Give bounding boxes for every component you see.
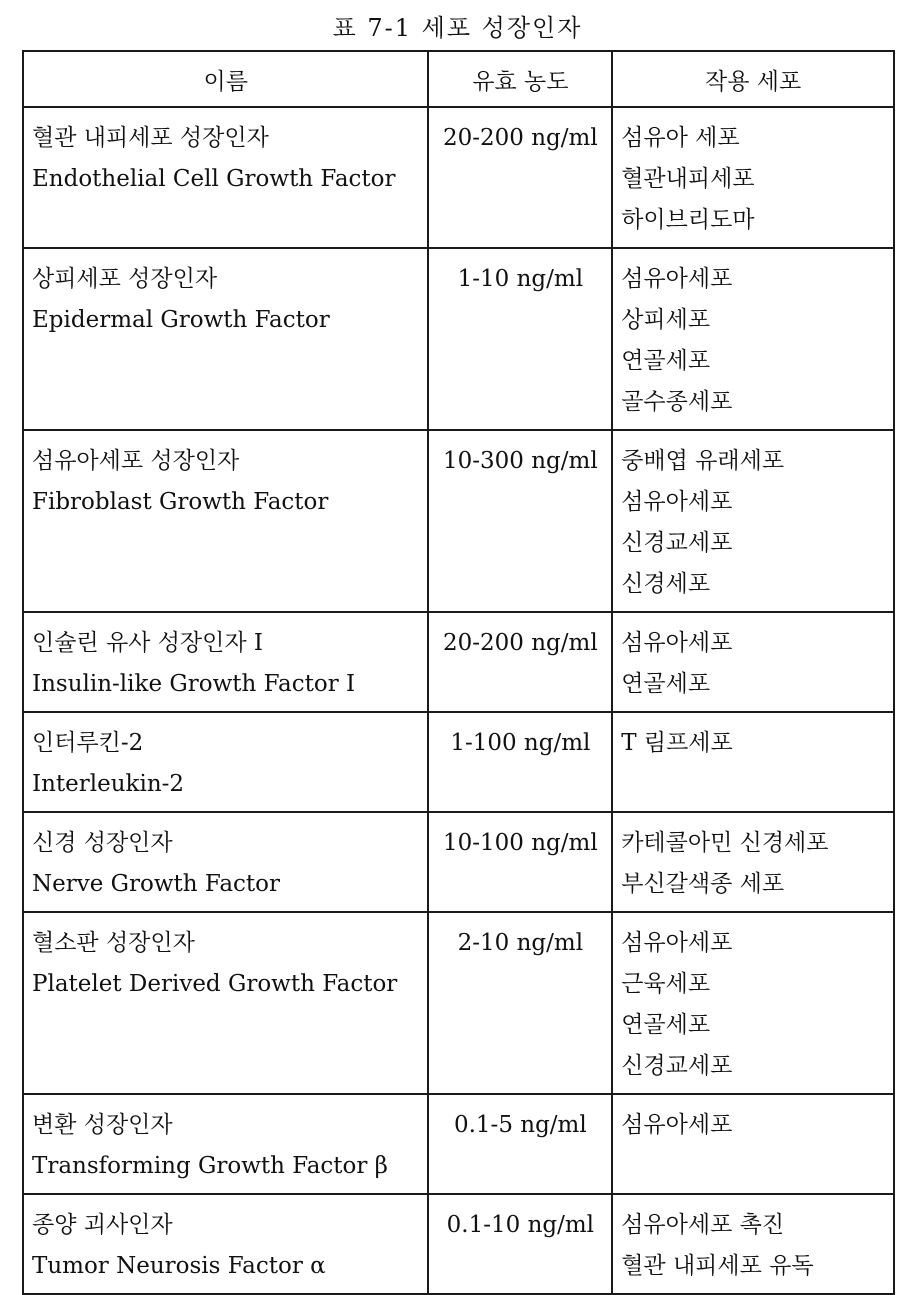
factor-name-cell — [23, 712, 428, 812]
growth-factor-table — [22, 50, 895, 1295]
target-cell-item: 연골세포 — [621, 1012, 711, 1038]
target-cell-item: 신경교세포 — [621, 1053, 733, 1079]
target-cell-item: 근육세포 — [621, 971, 711, 997]
target-cell-item: T 림프세포 — [621, 730, 733, 756]
table-row — [23, 912, 894, 1094]
target-cells-cell — [612, 430, 894, 612]
factor-name-korean: 혈관 내피세포 성장인자 — [32, 125, 269, 151]
target-cells-cell — [612, 912, 894, 1094]
effective-concentration: 20-200 ng/ml — [428, 612, 612, 712]
factor-name-korean: 변환 성장인자 — [32, 1112, 173, 1138]
target-cell-item: 부신갈색종 세포 — [621, 871, 785, 897]
factor-name-cell — [23, 430, 428, 612]
target-cell-item: 섬유아세포 — [621, 1112, 733, 1138]
target-cell-item: 섬유아세포 — [621, 489, 733, 515]
effective-concentration: 0.1-10 ng/ml — [428, 1194, 612, 1294]
target-cell-item: 상피세포 — [621, 307, 711, 333]
target-cell-item: 섬유아 세포 — [621, 125, 740, 151]
target-cell-item: 골수종세포 — [621, 389, 733, 415]
factor-name-cell — [23, 912, 428, 1094]
factor-name-english: Tumor Neurosis Factor α — [32, 1253, 326, 1279]
table-row — [23, 712, 894, 812]
target-cell-item: 섬유아세포 촉진 — [621, 1212, 785, 1238]
factor-name-english: Epidermal Growth Factor — [32, 307, 330, 333]
column-header-target-cells: 작용 세포 — [612, 51, 894, 107]
column-header-name: 이름 — [23, 51, 428, 107]
target-cells-cell — [612, 1194, 894, 1294]
table-row — [23, 1194, 894, 1294]
factor-name-korean: 상피세포 성장인자 — [32, 266, 218, 292]
factor-name-korean: 인터루킨-2 — [32, 730, 144, 756]
effective-concentration: 20-200 ng/ml — [428, 107, 612, 248]
table-row — [23, 812, 894, 912]
table-row — [23, 1094, 894, 1194]
target-cells-cell — [612, 712, 894, 812]
factor-name-english: Endothelial Cell Growth Factor — [32, 166, 396, 192]
target-cell-item: 신경세포 — [621, 571, 711, 597]
table-row — [23, 248, 894, 430]
factor-name-cell — [23, 612, 428, 712]
factor-name-korean: 인슐린 유사 성장인자 I — [32, 630, 263, 656]
target-cell-item: 하이브리도마 — [621, 207, 755, 233]
factor-name-korean: 섬유아세포 성장인자 — [32, 448, 240, 474]
effective-concentration: 0.1-5 ng/ml — [428, 1094, 612, 1194]
factor-name-english: Nerve Growth Factor — [32, 871, 280, 897]
factor-name-english: Transforming Growth Factor β — [32, 1153, 388, 1179]
target-cells-cell — [612, 812, 894, 912]
target-cell-item: 혈관 내피세포 유독 — [621, 1253, 814, 1279]
target-cell-item: 섬유아세포 — [621, 266, 733, 292]
target-cell-item: 혈관내피세포 — [621, 166, 755, 192]
factor-name-english: Platelet Derived Growth Factor — [32, 971, 398, 997]
factor-name-cell — [23, 107, 428, 248]
table-header-row — [23, 51, 894, 107]
factor-name-cell — [23, 1094, 428, 1194]
factor-name-korean: 혈소판 성장인자 — [32, 930, 195, 956]
table-row — [23, 107, 894, 248]
target-cell-item: 카테콜아민 신경세포 — [621, 830, 829, 856]
effective-concentration: 1-100 ng/ml — [428, 712, 612, 812]
factor-name-cell — [23, 812, 428, 912]
target-cells-cell — [612, 107, 894, 248]
effective-concentration: 10-100 ng/ml — [428, 812, 612, 912]
effective-concentration: 10-300 ng/ml — [428, 430, 612, 612]
factor-name-korean: 신경 성장인자 — [32, 830, 173, 856]
column-header-concentration: 유효 농도 — [428, 51, 612, 107]
factor-name-cell — [23, 248, 428, 430]
effective-concentration: 1-10 ng/ml — [428, 248, 612, 430]
target-cell-item: 신경교세포 — [621, 530, 733, 556]
table-row — [23, 612, 894, 712]
target-cell-item: 중배엽 유래세포 — [621, 448, 785, 474]
factor-name-cell — [23, 1194, 428, 1294]
effective-concentration: 2-10 ng/ml — [428, 912, 612, 1094]
factor-name-english: Interleukin-2 — [32, 771, 185, 797]
table-body — [23, 107, 894, 1294]
factor-name-english: Insulin-like Growth Factor I — [32, 671, 356, 697]
target-cell-item: 연골세포 — [621, 348, 711, 374]
factor-name-korean: 종양 괴사인자 — [32, 1212, 173, 1238]
target-cells-cell — [612, 612, 894, 712]
target-cell-item: 섬유아세포 — [621, 630, 733, 656]
target-cell-item: 연골세포 — [621, 671, 711, 697]
target-cells-cell — [612, 248, 894, 430]
factor-name-english: Fibroblast Growth Factor — [32, 489, 329, 515]
table-row — [23, 430, 894, 612]
table-caption: 표 7-1 세포 성장인자 — [332, 14, 583, 42]
target-cells-cell — [612, 1094, 894, 1194]
target-cell-item: 섬유아세포 — [621, 930, 733, 956]
